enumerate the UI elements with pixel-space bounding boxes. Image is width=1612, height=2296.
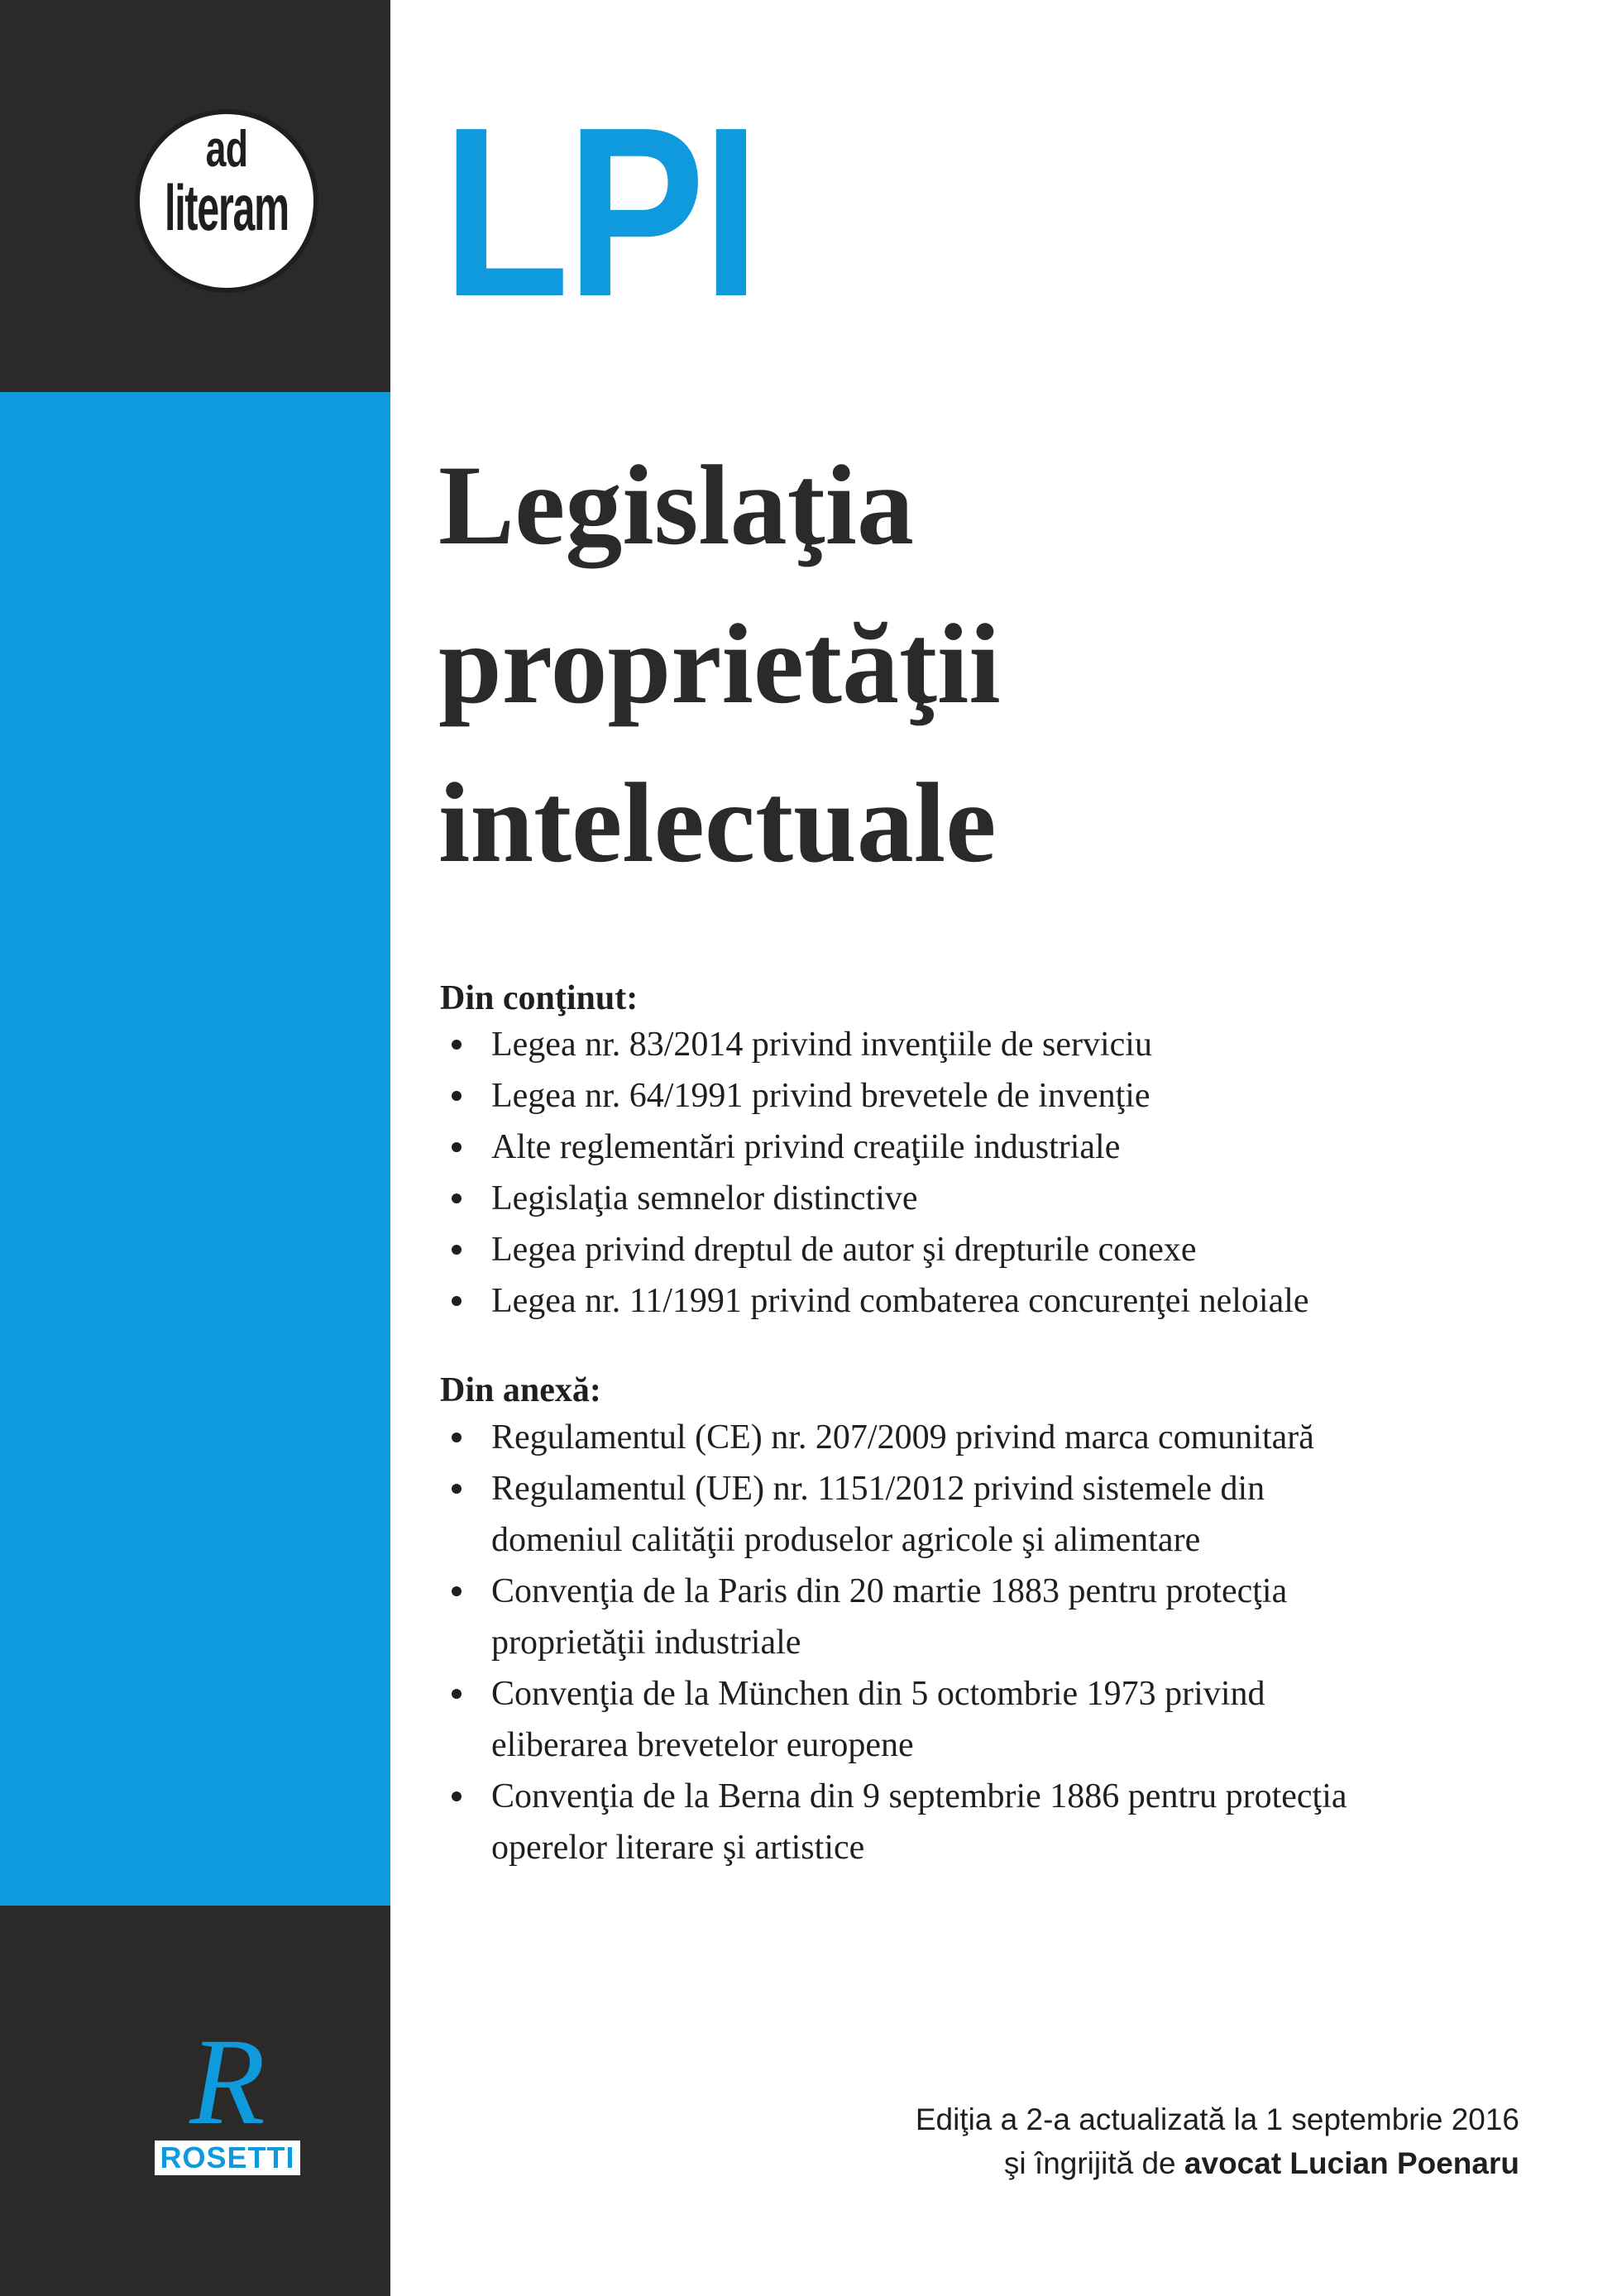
list-item [440, 1566, 1347, 1668]
edition-info [916, 2097, 1519, 2185]
spine-blue-band [0, 392, 390, 1906]
contents-heading: Din conţinut: [440, 979, 639, 1017]
list-item [440, 1463, 1347, 1566]
list-item-line: Convenţia de la Paris din 20 martie 1883 pentru protecţia [491, 1572, 1288, 1610]
series-title: LPI [442, 77, 758, 347]
list-item: Legislaţia semnelor distinctive [440, 1173, 1309, 1224]
list-item-line: Regulamentul (UE) nr. 1151/2012 privind sistemele din [491, 1470, 1265, 1508]
annex-list [440, 1412, 1347, 1873]
rosetti-mark: R [189, 2031, 265, 2138]
list-item: Legea nr. 64/1991 privind brevetele de invenţie [440, 1070, 1309, 1122]
title-line: Legislaţia [438, 442, 914, 568]
ad-literam-logo [135, 109, 318, 293]
list-item-line: proprietăţii industriale [491, 1624, 801, 1662]
contents-list [440, 1019, 1309, 1327]
book-title [438, 426, 1001, 902]
list-item: Legea nr. 11/1991 privind combaterea concurenţei neloiale [440, 1275, 1309, 1327]
list-item [440, 1771, 1347, 1873]
list-item: Legea privind dreptul de autor şi drepturile conexe [440, 1224, 1309, 1275]
edition-line: Ediţia a 2-a actualizată la 1 septembrie 2016 [915, 2102, 1519, 2136]
title-line: proprietăţii [438, 600, 1001, 727]
editor-name: avocat Lucian Poenaru [1184, 2146, 1519, 2180]
list-item-line: eliberarea brevetelor europene [491, 1726, 914, 1764]
list-item-line: Convenţia de la Berna din 9 septembrie 1886 pentru protecţia [491, 1777, 1347, 1815]
list-item-line: domeniul calităţii produselor agricole şi alimentare [491, 1521, 1201, 1559]
list-item-line: Regulamentul (CE) nr. 207/2009 privind marca comunitară [491, 1418, 1314, 1457]
list-item-line: Convenţia de la München din 5 octombrie 1973 privind [491, 1675, 1265, 1713]
list-item: Legea nr. 83/2014 privind invenţiile de serviciu [440, 1019, 1309, 1070]
list-item [440, 1668, 1347, 1771]
title-line: intelectuale [438, 759, 997, 886]
annex-heading: Din anexă: [440, 1371, 601, 1409]
editor-line [916, 2141, 1519, 2185]
logo-text-ad: ad [205, 121, 248, 178]
logo-text-literam: literam [165, 171, 289, 244]
list-item: Alte reglementări privind creaţiile industriale [440, 1122, 1309, 1173]
list-item [440, 1412, 1347, 1463]
publisher-name: ROSETTI [155, 2141, 300, 2175]
editor-prefix: şi îngrijită de [1003, 2146, 1184, 2180]
list-item-line: operelor literare şi artistice [491, 1829, 865, 1867]
rosetti-r-icon [149, 2031, 306, 2138]
